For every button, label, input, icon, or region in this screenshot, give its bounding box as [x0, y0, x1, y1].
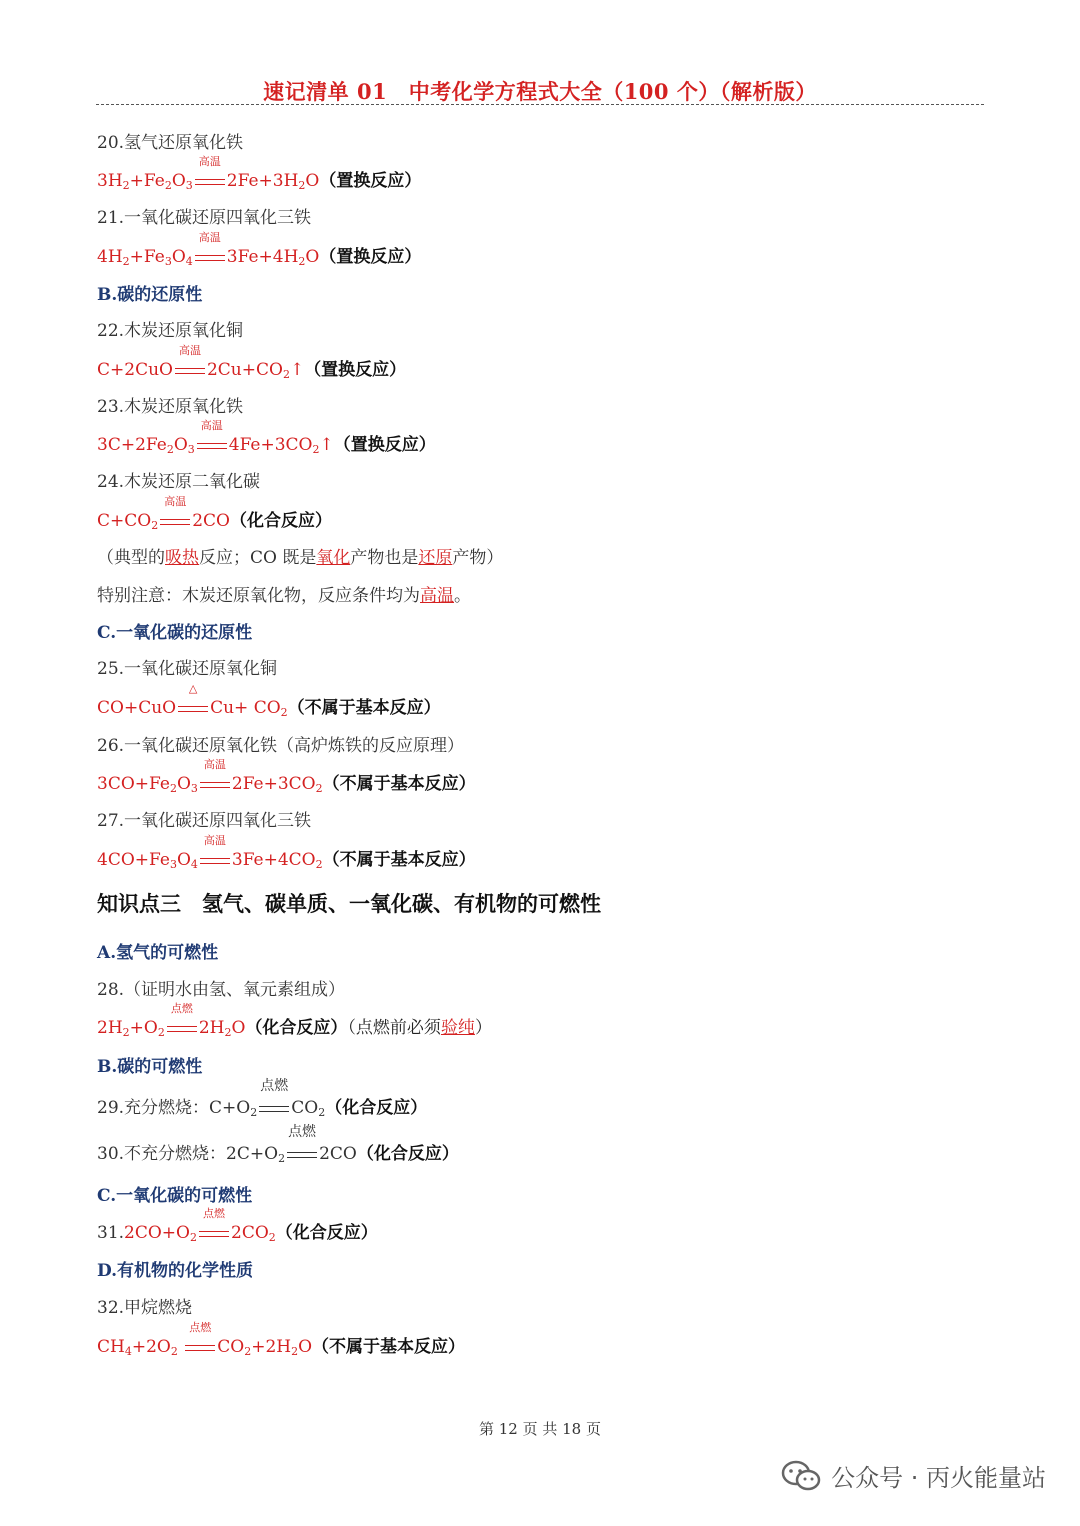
watermark [781, 1458, 1046, 1493]
item-23-title: 23.木炭还原氧化铁 [97, 397, 244, 417]
item-32-title: 32.甲烷燃烧 [97, 1298, 193, 1318]
equation-23: $3C+2Fe_2O_3$ 高温 $4Fe+3CO_2↑$（置换反应） [97, 419, 436, 456]
equation-27: $4CO+Fe_3O_4$ 高温 $3Fe+4CO_2$（不属于基本反应） [97, 834, 476, 871]
condition-label: 高温 [193, 169, 227, 193]
item-20-title: 20.氢气还原氧化铁 [97, 133, 244, 153]
note-endothermic: （典型的吸热反应；CO 既是氧化产物也是还原产物） [97, 548, 504, 568]
section-c-heading: C.一氧化碳的还原性 [97, 623, 253, 643]
knowledge-point-3-heading: 知识点三 氢气、碳单质、一氧化碳、有机物的可燃性 [97, 891, 601, 916]
item-22-title: 22.木炭还原氧化铜 [97, 321, 244, 341]
page-header-title: 速记清单 01 中考化学方程式大全（100 个）（解析版） [263, 79, 817, 104]
note-special: 特别注意：木炭还原氧化物，反应条件均为高温。 [97, 586, 471, 606]
item-28-title: 28.（证明水由氢、氧元素组成） [97, 980, 346, 1000]
section-c2-heading: C.一氧化碳的可燃性 [97, 1186, 253, 1206]
watermark-text: 公众号 · 丙火能量站 [831, 1464, 1046, 1492]
equation-24: $C+CO_2$ 高温 2CO（化合反应） [97, 495, 332, 532]
equation-30: 30.不充分燃烧：$2C+O_2$ 点燃 2CO（化合反应） [97, 1124, 459, 1165]
item-24-title: 24.木炭还原二氧化碳 [97, 472, 261, 492]
equation-31: $31.2CO+O_2$ 点燃 $2CO_2$（化合反应） [97, 1207, 378, 1244]
section-a-heading: A.氢气的可燃性 [97, 943, 219, 963]
item-27-title: 27.一氧化碳还原四氧化三铁 [97, 811, 312, 831]
equation-21: $4H_2+Fe_3O_4$ 高温 $3Fe+4H_2O$（置换反应） [97, 231, 422, 268]
item-26-title: 26.一氧化碳还原氧化铁（高炉炼铁的反应原理） [97, 736, 465, 756]
equation-26: $3CO+Fe_2O_3$ 高温 $2Fe+3CO_2$（不属于基本反应） [97, 758, 476, 795]
condition-label: 高温 [193, 245, 227, 269]
section-b2-heading: B.碳的可燃性 [97, 1057, 203, 1077]
page-number: 第 12 页 共 18 页 [478, 1420, 601, 1438]
header-divider [96, 104, 984, 105]
equation-22: C+2CuO 高温 $2Cu+CO_2↑$（置换反应） [97, 344, 407, 381]
item-25-title: 25.一氧化碳还原氧化铜 [97, 659, 278, 679]
equation-32: $CH_4+2O_2$ 点燃 $CO_2+2H_2O$（不属于基本反应） [97, 1321, 466, 1358]
wechat-icon [781, 1460, 821, 1492]
equation-28: $2H_2+O_2$ 点燃 $2H_2O$（化合反应）（点燃前必须验纯） [97, 1002, 492, 1039]
section-d-heading: D.有机物的化学性质 [97, 1261, 254, 1281]
equation-20: $3H_2+Fe_2O_3$ 高温 $2Fe+3H_2O$（置换反应） [97, 155, 422, 192]
item-21-title: 21.一氧化碳还原四氧化三铁 [97, 208, 312, 228]
equation-25: CO+CuO △ $Cu+ CO_2$（不属于基本反应） [97, 682, 441, 719]
equation-29: 29.充分燃烧：$C+O_2$ 点燃 $CO_2$（化合反应） [97, 1078, 428, 1119]
section-b-heading: B.碳的还原性 [97, 285, 203, 305]
